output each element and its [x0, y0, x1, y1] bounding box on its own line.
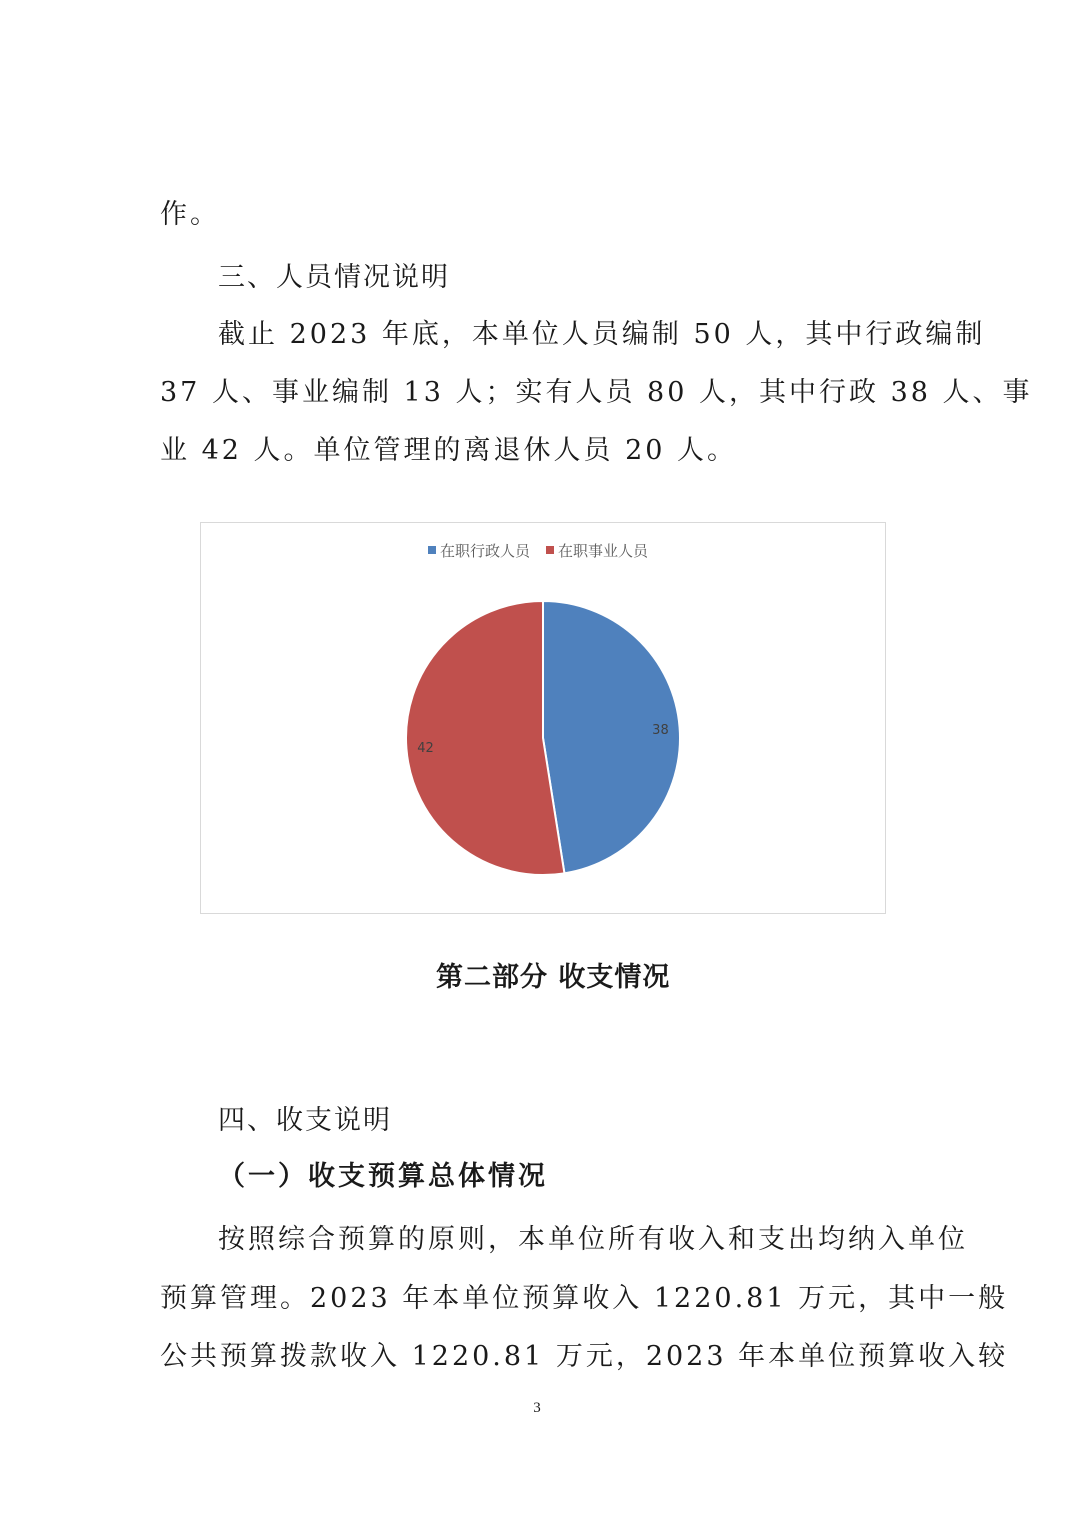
section-heading-personnel: 三、人员情况说明 [218, 262, 450, 293]
text-line: 作。 [160, 199, 220, 230]
text-line: 37 人、事业编制 13 人；实有人员 80 人，其中行政 38 人、事 [160, 377, 1033, 408]
section-heading-income-expense: 四、收支说明 [218, 1105, 392, 1136]
text-line: 截止 2023 年底，本单位人员编制 50 人，其中行政编制 [218, 319, 986, 350]
pie-slice-2 [406, 601, 564, 875]
pie-chart-svg [201, 523, 887, 915]
data-label-1: 38 [652, 722, 669, 738]
legend-label-1: 在职行政人员 [440, 542, 531, 560]
text-line: 预算管理。2023 年本单位预算收入 1220.81 万元，其中一般 [160, 1283, 1009, 1314]
text-line: 按照综合预算的原则，本单位所有收入和支出均纳入单位 [218, 1224, 968, 1255]
text-line: 业 42 人。单位管理的离退休人员 20 人。 [160, 435, 738, 466]
part-title: 第二部分 收支情况 [436, 962, 671, 993]
subsection-heading: （一）收支预算总体情况 [218, 1161, 548, 1192]
legend-swatch-1 [428, 546, 436, 554]
legend-swatch-2 [546, 546, 554, 554]
legend-label-2: 在职事业人员 [558, 542, 649, 560]
data-label-2: 42 [417, 741, 434, 757]
text-line: 公共预算拨款收入 1220.81 万元，2023 年本单位预算收入较 [160, 1341, 1009, 1372]
page-number: 3 [533, 1400, 541, 1416]
personnel-pie-chart [200, 522, 886, 914]
